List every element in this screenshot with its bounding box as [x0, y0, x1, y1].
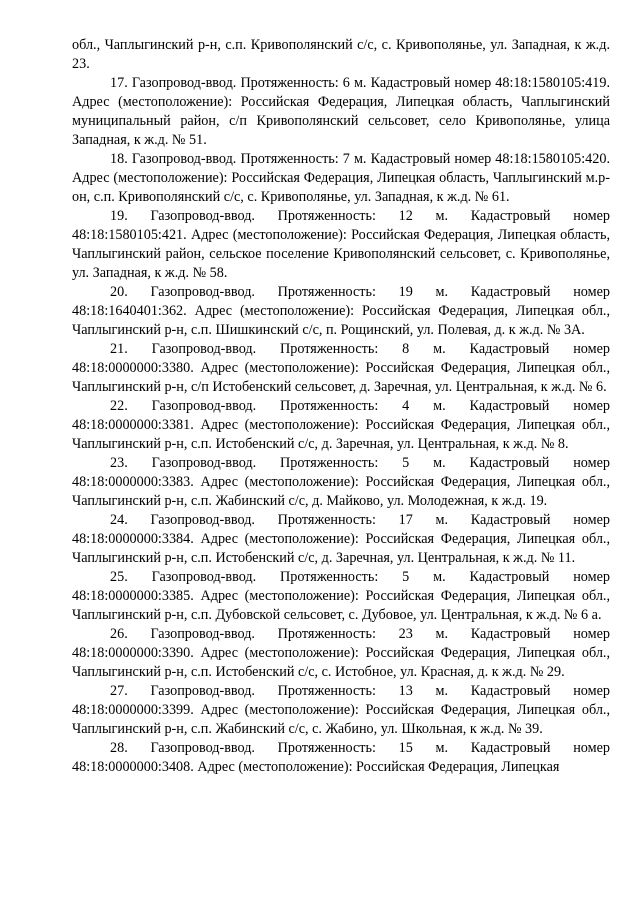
entry-28: 28. Газопровод-ввод. Протяженность: 15 м. Кадастровый номер 48:18:0000000:3408. Адрес (местоположение): Российская Федерация, Липецкая — [72, 740, 610, 775]
document-text — [72, 36, 610, 777]
entry-25: 25. Газопровод-ввод. Протяженность: 5 м. Кадастровый номер 48:18:0000000:3385. Адрес (местоположение): Российская Федерация, Липецкая обл., Чаплыгинский р-н, с.п. Дубовской сельсовет, с. Дубовое, ул. Центральная, к ж.д. № 6 а. — [72, 569, 610, 623]
entry-21: 21. Газопровод-ввод. Протяженность: 8 м. Кадастровый номер 48:18:0000000:3380. Адрес (местоположение): Российская Федерация, Липецкая обл., Чаплыгинский р-н, с/п Истобенский сельсовет, д. Заречная, ул. Центральная, к ж.д. № 6. — [72, 341, 610, 395]
entry-27: 27. Газопровод-ввод. Протяженность: 13 м. Кадастровый номер 48:18:0000000:3399. Адрес (местоположение): Российская Федерация, Липецкая обл., Чаплыгинский р-н, с.п. Жабинский с/с, с. Жабино, ул. Школьная, к ж.д. № 39. — [72, 683, 610, 737]
entry-17: 17. Газопровод-ввод. Протяженность: 6 м. Кадастровый номер 48:18:1580105:419. Адрес (местоположение): Российская Федерация, Липецкая область, Чаплыгинский муниципальный район, с/п Кривополянский сельсовет, село Кривополянье, улица Западная, к ж.д. № 51. — [72, 75, 610, 148]
entry-22: 22. Газопровод-ввод. Протяженность: 4 м. Кадастровый номер 48:18:0000000:3381. Адрес (местоположение): Российская Федерация, Липецкая обл., Чаплыгинский р-н, с.п. Истобенский с/с, д. Заречная, ул. Центральная, к ж.д. № 8. — [72, 398, 610, 452]
continuation-paragraph: обл., Чаплыгинский р-н, с.п. Кривополянский с/с, с. Кривополянье, ул. Западная, к ж.д. 23. — [72, 37, 610, 72]
entry-20: 20. Газопровод-ввод. Протяженность: 19 м. Кадастровый номер 48:18:1640401:362. Адрес (местоположение): Российская Федерация, Липецкая обл., Чаплыгинский р-н, с.п. Шишкинский с/с, п. Рощинский, ул. Полевая, д. к ж.д. № 3А. — [72, 284, 610, 338]
entry-24: 24. Газопровод-ввод. Протяженность: 17 м. Кадастровый номер 48:18:0000000:3384. Адрес (местоположение): Российская Федерация, Липецкая обл., Чаплыгинский р-н, с.п. Истобенский с/с, д. Заречная, ул. Центральная, к ж.д. № 11. — [72, 512, 610, 566]
entry-18: 18. Газопровод-ввод. Протяженность: 7 м. Кадастровый номер 48:18:1580105:420. Адрес (местоположение): Российская Федерация, Липецкая область, Чаплыгинский м.р-он, с.п. Кривополянский с/с, с. Кривополянье, ул. Западная, к ж.д. № 61. — [72, 151, 610, 205]
entry-23: 23. Газопровод-ввод. Протяженность: 5 м. Кадастровый номер 48:18:0000000:3383. Адрес (местоположение): Российская Федерация, Липецкая обл., Чаплыгинский р-н, с.п. Жабинский с/с, д. Майково, ул. Молодежная, к ж.д. 19. — [72, 455, 610, 509]
entry-26: 26. Газопровод-ввод. Протяженность: 23 м. Кадастровый номер 48:18:0000000:3390. Адрес (местоположение): Российская Федерация, Липецкая обл., Чаплыгинский р-н, с.п. Истобенский с/с, с. Истобное, ул. Красная, д. к ж.д. № 29. — [72, 626, 610, 680]
entry-19: 19. Газопровод-ввод. Протяженность: 12 м. Кадастровый номер 48:18:1580105:421. Адрес (местоположение): Российская Федерация, Липецкая область, Чаплыгинский район, сельское поселение Кривополянский сельсовет, с. Кривополянье, ул. Западная, к ж.д. № 58. — [72, 208, 610, 281]
